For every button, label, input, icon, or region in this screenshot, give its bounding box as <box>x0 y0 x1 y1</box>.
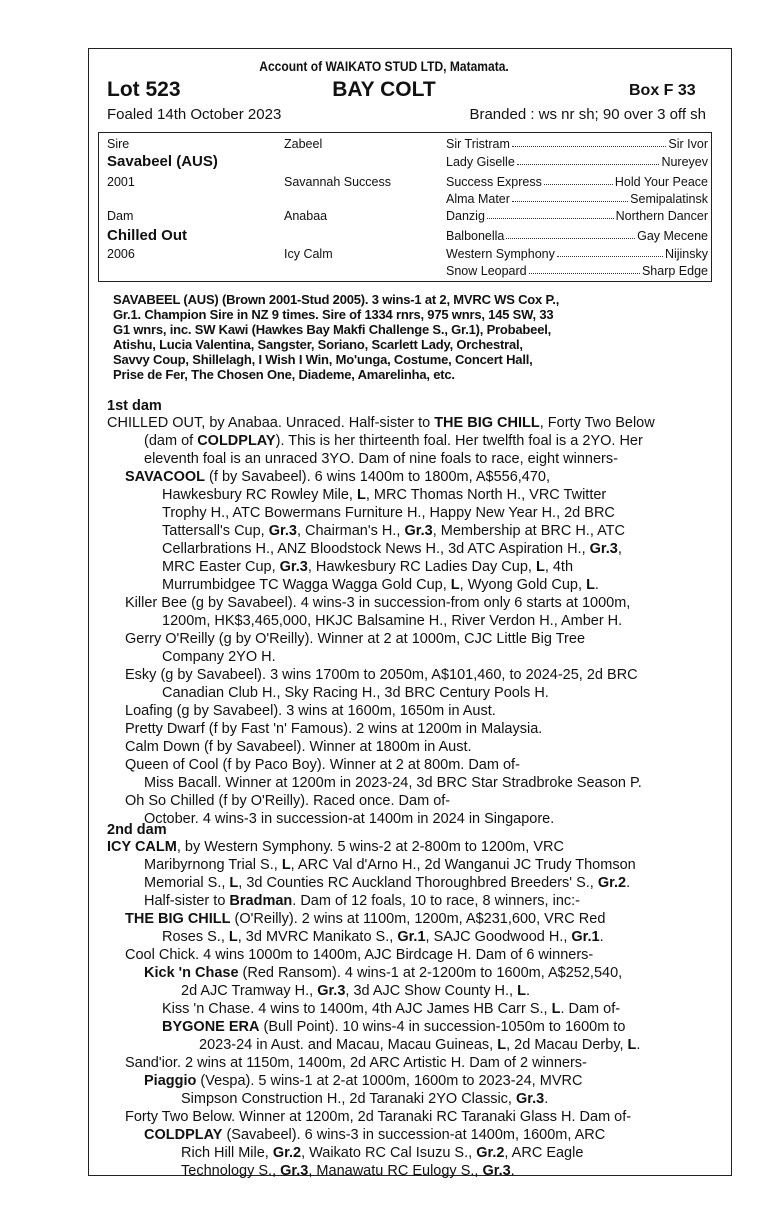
text-run: Half-sister to <box>144 893 230 909</box>
sire-summary-line: Atishu, Lucia Valentina, Sangster, Soriano, Scarlett Lady, Orchestral, <box>113 337 523 352</box>
dot-leader <box>512 192 628 202</box>
dot-leader <box>512 137 667 147</box>
bold-text: Piaggio <box>144 1073 197 1089</box>
bold-text: THE BIG CHILL <box>434 415 540 431</box>
family-line <box>107 414 712 432</box>
bold-text: Gr.2 <box>597 875 627 891</box>
family-line <box>107 468 712 486</box>
text-run: , 3d Counties RC Auckland Thoroughbred Breeders' S., <box>238 875 598 891</box>
text-run: Roses S., <box>162 929 229 945</box>
bold-text: Gr.3 <box>482 1163 511 1179</box>
bold-text: THE BIG CHILL <box>125 911 231 927</box>
sire-summary-line: SAVABEEL (AUS) (Brown 2001-Stud 2005). 3 wins-1 at 2, MVRC WS Cox P., <box>113 292 560 307</box>
text-run: . <box>525 983 530 999</box>
dot-leader <box>506 229 635 239</box>
text-run: Miss Bacall. Winner at 1200m in 2023-24, 3d BRC Star Stradbroke Season P. <box>144 775 642 791</box>
foaled-date: Foaled 14th October 2023 <box>107 106 282 123</box>
text-run: Esky (g by Savabeel). 3 wins 1700m to 2050m, A$101,460, to 2024-25, 2d BRC <box>125 667 638 683</box>
text-run: , Wyong Gold Cup, <box>459 577 587 593</box>
bold-text: L <box>586 577 595 593</box>
text-run: Company 2YO H. <box>162 649 276 665</box>
ancestor-name: Balbonella <box>446 229 505 243</box>
family-line <box>107 522 712 540</box>
text-run: 2023-24 in Aust. and Macau, Macau Guineas, <box>199 1037 498 1053</box>
text-run: , <box>617 541 622 557</box>
bold-text: SAVACOOL <box>125 469 206 485</box>
sire-name: Savabeel (AUS) <box>107 153 218 170</box>
ancestor-name: Lady Giselle <box>446 155 515 169</box>
family-line <box>107 1162 712 1180</box>
text-run: Tattersall's Cup, <box>162 523 269 539</box>
bold-text: L <box>357 487 366 503</box>
bold-text: Gr.3 <box>516 1091 545 1107</box>
text-run: Queen of Cool (f by Paco Boy). Winner at 2 at 800m. Dam of- <box>125 757 520 773</box>
text-run: (O'Reilly). 2 wins at 1100m, 1200m, A$231,600, VRC Red <box>230 911 606 927</box>
text-run: , SAJC Goodwood H., <box>425 929 572 945</box>
great-grandparent-row <box>446 247 708 261</box>
dam-label: Dam <box>107 209 134 223</box>
bold-text: COLDPLAY <box>144 1127 223 1143</box>
text-run: Memorial S., <box>144 875 230 891</box>
sire-label: Sire <box>107 137 130 151</box>
bold-text: Gr.3 <box>404 523 433 539</box>
dot-leader <box>529 264 640 274</box>
family-line <box>107 892 712 910</box>
text-run: , by Western Symphony. 5 wins-2 at 2-800m to 1200m, VRC <box>176 839 564 855</box>
text-run: , Hawkesbury RC Ladies Day Cup, <box>307 559 536 575</box>
dot-leader <box>557 247 663 257</box>
family-line <box>107 910 712 928</box>
text-run: . <box>594 577 599 593</box>
ancestor-sire: Sharp Edge <box>641 264 708 278</box>
brand-marks: Branded : ws nr sh; 90 over 3 off sh <box>469 106 706 123</box>
ancestor-name: Success Express <box>446 175 542 189</box>
second-dam-text <box>107 838 712 1180</box>
text-run: Hawkesbury RC Rowley Mile, <box>162 487 357 503</box>
dam-year: 2006 <box>107 247 135 261</box>
text-run: , MRC Thomas North H., VRC Twitter <box>365 487 607 503</box>
dam-dam: Icy Calm <box>284 247 333 261</box>
bold-text: Gr.3 <box>280 1163 309 1179</box>
text-run: Canadian Club H., Sky Racing H., 3d BRC Century Pools H. <box>162 685 549 701</box>
bold-text: Bradman <box>229 893 293 909</box>
ancestor-sire: Sir Ivor <box>668 137 708 151</box>
horse-description: BAY COLT <box>332 78 436 101</box>
bold-text: L <box>517 983 526 999</box>
sire-summary-line: Gr.1. Champion Sire in NZ 9 times. Sire of 1334 rnrs, 975 wnrs, 145 SW, 33 <box>113 307 554 322</box>
text-run: , 3d MVRC Manikato S., <box>237 929 398 945</box>
text-run: . Dam of- <box>560 1001 621 1017</box>
text-run: Calm Down (f by Savabeel). Winner at 1800m in Aust. <box>125 739 472 755</box>
dot-leader <box>517 155 660 165</box>
family-line <box>107 702 712 720</box>
family-line <box>107 982 712 1000</box>
ancestor-sire: Semipalatinsk <box>630 192 708 206</box>
sire-summary-line: G1 wnrs, inc. SW Kawi (Hawkes Bay Makfi Challenge S., Gr.1), Probabeel, <box>113 322 552 337</box>
family-line <box>107 1000 712 1018</box>
sire-year: 2001 <box>107 175 135 189</box>
text-run: Trophy H., ATC Bowermans Furniture H., Happy New Year H., 2d BRC <box>162 505 615 521</box>
family-line <box>107 874 712 892</box>
ancestor-sire: Nijinsky <box>664 247 708 261</box>
bold-text: Gr.1 <box>397 929 426 945</box>
text-run: (Savabeel). 6 wins-3 in succession-at 1400m, 1600m, ARC <box>222 1127 606 1143</box>
text-run: , Forty Two Below <box>539 415 655 431</box>
dam-sire: Anabaa <box>284 209 328 223</box>
text-run: Gerry O'Reilly (g by O'Reilly). Winner at 2 at 1000m, CJC Little Big Tree <box>125 631 586 647</box>
great-grandparent-row <box>446 209 708 223</box>
text-run: Sand'ior. 2 wins at 1150m, 1400m, 2d ARC Artistic H. Dam of 2 winners- <box>125 1055 587 1071</box>
first-dam-text <box>107 414 712 828</box>
family-line <box>107 540 712 558</box>
bold-text: L <box>497 1037 507 1053</box>
text-run: . <box>544 1091 549 1107</box>
text-run: , Waikato RC Cal Isuzu S., <box>301 1145 477 1161</box>
sire-sire: Zabeel <box>284 137 323 151</box>
text-run: , Manawatu RC Eulogy S., <box>308 1163 483 1179</box>
text-run: 2d AJC Tramway H., <box>181 983 318 999</box>
family-line <box>107 666 712 684</box>
text-run: Cool Chick. 4 wins 1000m to 1400m, AJC Birdcage H. Dam of 6 winners- <box>125 947 594 963</box>
text-run: Loafing (g by Savabeel). 3 wins at 1600m, 1650m in Aust. <box>125 703 496 719</box>
family-line <box>107 774 712 792</box>
text-run: (Bull Point). 10 wins-4 in succession-1050m to 1600m to <box>259 1019 626 1035</box>
bold-text: L <box>551 1001 561 1017</box>
first-dam-heading: 1st dam <box>107 398 162 414</box>
family-line <box>107 450 712 468</box>
family-line <box>107 928 712 946</box>
text-run: (Vespa). 5 wins-1 at 2-at 1000m, 1600m to 2023-24, MVRC <box>196 1073 583 1089</box>
family-line <box>107 1144 712 1162</box>
family-line <box>107 648 712 666</box>
ancestor-name: Danzig <box>446 209 485 223</box>
text-run: Rich Hill Mile, <box>181 1145 273 1161</box>
text-run: eleventh foal is an unraced 3YO. Dam of nine foals to race, eight winners- <box>144 451 618 467</box>
family-line <box>107 720 712 738</box>
family-line <box>107 856 712 874</box>
text-run: CHILLED OUT, by Anabaa. Unraced. Half-sister to <box>107 415 435 431</box>
family-line <box>107 1036 712 1054</box>
family-line <box>107 792 712 810</box>
text-run: 1200m, HK$3,465,000, HKJC Balsamine H., River Verdon H., Amber H. <box>162 613 623 629</box>
family-line <box>107 946 712 964</box>
text-run: , 3d AJC Show County H., <box>345 983 518 999</box>
sire-summary-line: Savvy Coup, Shillelagh, I Wish I Win, Mo'unga, Costume, Concert Hall, <box>113 352 533 367</box>
family-line <box>107 684 712 702</box>
text-run: . <box>636 1037 641 1053</box>
text-run: Maribyrnong Trial S., <box>144 857 282 873</box>
great-grandparent-row <box>446 192 708 206</box>
bold-text: L <box>450 577 460 593</box>
text-run: (Red Ransom). 4 wins-1 at 2-1200m to 1600m, A$252,540, <box>238 965 623 981</box>
family-line <box>107 612 712 630</box>
text-run: ). This is her thirteenth foal. Her twelfth foal is a 2YO. Her <box>275 433 643 449</box>
ancestor-name: Snow Leopard <box>446 264 527 278</box>
text-run: Kiss 'n Chase. 4 wins to 1400m, 4th AJC James HB Carr S., <box>162 1001 552 1017</box>
bold-text: L <box>627 1037 637 1053</box>
text-run: , 2d Macau Derby, <box>506 1037 628 1053</box>
text-run: . <box>510 1163 515 1179</box>
bold-text: Gr.2 <box>476 1145 505 1161</box>
family-line <box>107 1108 712 1126</box>
ancestor-sire: Northern Dancer <box>615 209 708 223</box>
family-line <box>107 1054 712 1072</box>
great-grandparent-row <box>446 155 708 169</box>
ancestor-sire: Hold Your Peace <box>614 175 708 189</box>
family-line <box>107 1126 712 1144</box>
family-line <box>107 964 712 982</box>
text-run: Forty Two Below. Winner at 1200m, 2d Taranaki RC Taranaki Glass H. Dam of- <box>125 1109 632 1125</box>
family-line <box>107 1090 712 1108</box>
bold-text: Gr.3 <box>589 541 618 557</box>
ancestor-name: Alma Mater <box>446 192 510 206</box>
text-run: Killer Bee (g by Savabeel). 4 wins-3 in succession-from only 6 starts at 1000m, <box>125 595 631 611</box>
vendor-account: Account of WAIKATO STUD LTD, Matamata. <box>259 58 509 74</box>
family-line <box>107 558 712 576</box>
family-line <box>107 432 712 450</box>
bold-text: L <box>229 875 239 891</box>
bold-text: BYGONE ERA <box>162 1019 260 1035</box>
text-run: , Membership at BRC H., ATC <box>432 523 626 539</box>
text-run: Murrumbidgee TC Wagga Wagga Gold Cup, <box>162 577 451 593</box>
family-line <box>107 630 712 648</box>
text-run: Technology S., <box>181 1163 281 1179</box>
bold-text: L <box>281 857 291 873</box>
text-run: . Dam of 12 foals, 10 to race, 8 winners, inc:- <box>292 893 580 909</box>
bold-text: Gr.3 <box>279 559 308 575</box>
bold-text: Gr.1 <box>571 929 600 945</box>
text-run: (dam of <box>144 433 198 449</box>
ancestor-name: Sir Tristram <box>446 137 510 151</box>
text-run: , Chairman's H., <box>296 523 405 539</box>
bold-text: Gr.2 <box>272 1145 302 1161</box>
text-run: Oh So Chilled (f by O'Reilly). Raced once. Dam of- <box>125 793 451 809</box>
family-line <box>107 838 712 856</box>
bold-text: Gr.3 <box>317 983 346 999</box>
bold-text: Kick 'n Chase <box>144 965 239 981</box>
text-run: , ARC Eagle <box>504 1145 584 1161</box>
bold-text: ICY CALM <box>107 839 177 855</box>
text-run: Cellarbrations H., ANZ Bloodstock News H., 3d ATC Aspiration H., <box>162 541 590 557</box>
sire-summary <box>113 292 713 382</box>
family-line <box>107 1072 712 1090</box>
ancestor-sire: Gay Mecene <box>637 229 708 243</box>
dot-leader <box>544 175 613 185</box>
great-grandparent-row <box>446 229 708 243</box>
bold-text: L <box>535 559 545 575</box>
family-line <box>107 738 712 756</box>
ancestor-name: Western Symphony <box>446 247 555 261</box>
text-run: , ARC Val d'Arno H., 2d Wanganui JC Trudy Thomson <box>290 857 636 873</box>
bold-text: Gr.3 <box>268 523 297 539</box>
family-line <box>107 810 712 828</box>
great-grandparent-row <box>446 137 708 151</box>
text-run: , 4th <box>544 559 574 575</box>
text-run: Simpson Construction H., 2d Taranaki 2YO Classic, <box>181 1091 516 1107</box>
bold-text: L <box>228 929 238 945</box>
bold-text: COLDPLAY <box>197 433 276 449</box>
second-dam-heading: 2nd dam <box>107 822 167 838</box>
text-run: . <box>599 929 604 945</box>
box-number: Box F 33 <box>629 82 696 99</box>
family-line <box>107 576 712 594</box>
family-line <box>107 756 712 774</box>
family-line <box>107 1018 712 1036</box>
text-run: . <box>626 875 631 891</box>
dam-name: Chilled Out <box>107 227 187 244</box>
family-line <box>107 486 712 504</box>
text-run: MRC Easter Cup, <box>162 559 280 575</box>
text-run: (f by Savabeel). 6 wins 1400m to 1800m, A$556,470, <box>205 469 551 485</box>
dot-leader <box>487 209 614 219</box>
text-run: October. 4 wins-3 in succession-at 1400m in 2024 in Singapore. <box>144 811 555 827</box>
sire-dam: Savannah Success <box>284 175 392 189</box>
lot-number: Lot 523 <box>107 78 181 101</box>
family-line <box>107 504 712 522</box>
great-grandparent-row <box>446 264 708 278</box>
family-line <box>107 594 712 612</box>
great-grandparent-row <box>446 175 708 189</box>
sire-summary-line: Prise de Fer, The Chosen One, Diademe, Amarelinha, etc. <box>113 367 455 382</box>
ancestor-sire: Nureyev <box>661 155 708 169</box>
text-run: Pretty Dwarf (f by Fast 'n' Famous). 2 wins at 1200m in Malaysia. <box>125 721 543 737</box>
